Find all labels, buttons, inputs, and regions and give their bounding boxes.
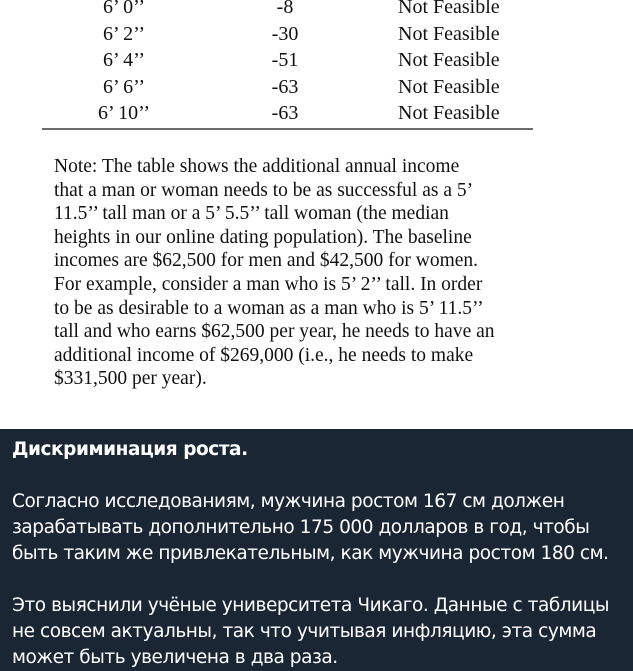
height-cell: 6’ 4’’ [102,49,145,71]
status-cell: Not Feasible [398,0,500,18]
note-line: additional income of $269,000 (i.e., he needs to make [54,344,474,366]
note-line: 11.5’’ tall man or a 5’ 5.5’’ tall woman (the median [54,203,449,225]
income-cell: -8 [276,0,294,18]
table-row [0,47,633,74]
note-line: incomes are $62,500 for men and $42,500 for women. [54,250,479,272]
status-cell: Not Feasible [398,75,500,98]
status-cell: Not Feasible [398,22,500,45]
income-cell: -51 [271,49,299,71]
paragraph-line: может быть увеличена в два раза. [12,647,338,668]
note-line: to be as desirable to a woman as a man who is 5’ 11.5’’ [54,297,484,319]
table-bottom-rule [42,128,533,130]
paragraph-line: не совсем актуальны, так что учитывая инфляцию, эта сумма [12,621,597,642]
message-paragraph-1 [12,489,627,567]
table-row [0,21,633,48]
note-line: heights in our online dating population). The baseline [54,226,472,248]
note-line: Note: The table shows the additional annual income [54,156,460,177]
height-cell: 6’ 10’’ [97,102,150,124]
note-line: $331,500 per year). [54,368,207,390]
status-cell: Not Feasible [398,49,500,71]
message-paragraph-2 [12,593,627,671]
table-row [0,0,633,21]
message-title: Дискриминация роста. [12,439,248,460]
note-line: tall and who earns $62,500 per year, he needs to have an [54,321,495,343]
income-cell: -63 [271,102,299,124]
height-cell: 6’ 6’’ [102,75,145,98]
note-line: For example, consider a man who is 5’ 2’’ tall. In order [54,273,483,295]
table-row [0,74,633,101]
height-cell: 6’ 0’’ [102,0,145,18]
note-line: that a man or woman needs to be as successful as a 5’ [54,179,474,201]
paragraph-line: быть таким же привлекательным, как мужчина ростом 180 см. [12,543,609,564]
status-cell: Not Feasible [398,102,500,124]
income-table [0,0,633,127]
table-row [0,100,633,127]
income-cell: -63 [271,75,299,98]
paragraph-line: зарабатывать дополнительно 175 000 долларов в год, чтобы [12,517,590,538]
paragraph-line: Это выяснили учёные университета Чикаго. Данные с таблицы [12,595,610,616]
message-text-body [0,429,633,671]
table-note [54,155,554,391]
income-cell: -30 [271,22,299,45]
paragraph-line: Согласно исследованиям, мужчина ростом 167 см должен [12,491,565,512]
height-cell: 6’ 2’’ [102,22,145,45]
